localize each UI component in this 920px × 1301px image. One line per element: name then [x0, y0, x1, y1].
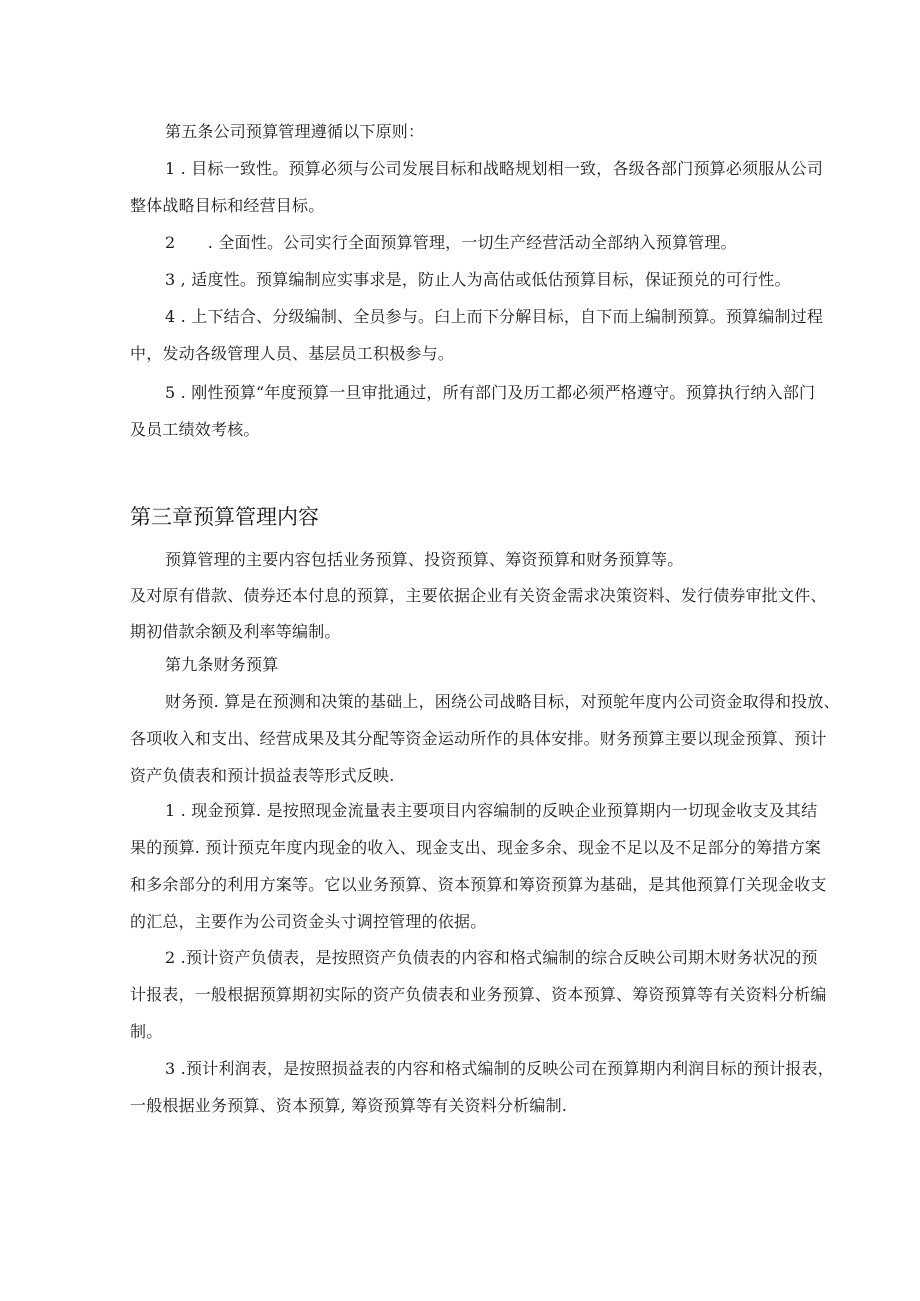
chapter-3-paragraph-1: 预算管理的主要内容包括业务预算、投资预算、筹资预算和财务预算等。 — [165, 550, 684, 569]
cash-budget-line-4: 的汇总，主要作为公司资金头寸调控管理的依据。 — [130, 912, 487, 931]
principle-1-line-1: 1 . 目标一致性。预算必须与公司发展目标和战略规划相一致，各级各部门预算必须服从公司 — [165, 159, 824, 178]
financial-budget-line-3: 资产负债表和预计损益表等形式反映. — [130, 766, 395, 785]
chapter-3-paragraph-2-line-1: 及对原有借款、债券还本付息的预算，主要依据企业有关资金需求决策资料、发行债券审批文件、 — [130, 586, 827, 605]
cash-budget-line-2: 果的预算. 预计预克年度内现金的收入、现金支出、现金多余、现金不足以及不足部分的筹措方案 — [130, 838, 821, 857]
cash-budget-line-1: 1 . 现金预算. 是按照现金流量表主要项目内容编制的反映企业预算期内一切现金收支及其结 — [165, 801, 818, 820]
balance-sheet-budget-line-2: 计报表，一般根据预算期初实际的资产负债表和业务预算、资本预算、筹资预算等有关资料分析编 — [130, 985, 827, 1004]
cash-budget-line-3: 和多余部分的利用方案等。它以业务预算、资本预算和筹资预算为基础，是其他预算仃关现金收支 — [130, 875, 827, 894]
article-9-title: 第九条财务预算 — [165, 655, 279, 674]
principle-5-line-2: 及员工绩效考核。 — [130, 420, 260, 439]
principle-5-line-1: 5 . 刚性预算“年度预算一旦审批通过，所有部门及历工都必须严格遵守。预算执行纳入部门 — [165, 383, 816, 402]
principles-intro: 第五条公司预算管理遵循以下原则： — [165, 122, 425, 141]
chapter-3-paragraph-2-line-2: 期初借款余额及利率等编制。 — [130, 622, 341, 641]
financial-budget-line-1: 财务预. 算是在预测和决策的基础上，困绕公司战略目标，对预鸵年度内公司资金取得和投放、 — [165, 692, 840, 711]
profit-budget-line-1: 3 .预计利润表，是按照损益表的内容和格式编制的反映公司在预算期内利润目标的预计报表， — [165, 1059, 834, 1078]
balance-sheet-budget-line-1: 2 .预计资产负债表，是按照资产负债表的内容和格式编制的综合反映公司期木财务状况的预 — [165, 948, 818, 967]
chapter-3-title: 第三章预算管理内容 — [130, 505, 319, 529]
financial-budget-line-2: 各项收入和支出、经营成果及其分配等资金运动所作的具体安排。财务预算主要以现金预算、预计 — [130, 729, 827, 748]
principle-3: 3 , 适度性。预算编制应实事求是，防止人为高估或低估预算目标，保证预兑的可行性。 — [165, 270, 791, 289]
profit-budget-line-2: 一般根据业务预算、资本预算, 筹资预算等有关资料分析编制. — [130, 1096, 568, 1115]
principle-4-line-1: 4 . 上下结合、分级编制、全员参与。臼上而下分解目标，自下而上编制预算。预算编制过程 — [165, 307, 824, 326]
balance-sheet-budget-line-3: 制。 — [130, 1022, 163, 1041]
principle-4-line-2: 中，发动各级管理人员、基层员工积极参与。 — [130, 344, 455, 363]
principle-2: 2 . 全面性。公司实行全面预算管理，一切生产经营活动全部纳入预算管理。 — [165, 233, 737, 252]
principle-1-line-2: 整体战略目标和经营目标。 — [130, 196, 325, 215]
